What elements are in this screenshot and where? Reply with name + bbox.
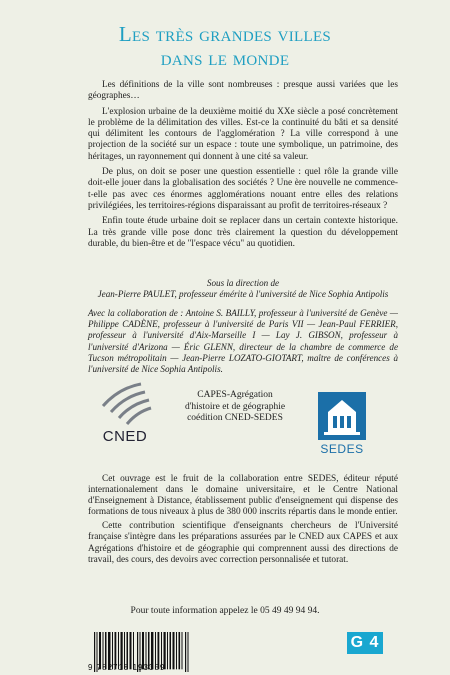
publisher-paragraph: Cet ouvrage est le fruit de la collaboration entre SEDES, éditeur réputé internationalement dans le domaine universitaire, et le Centre National d'Enseignement à Distance, établissement public d'enseignement qui dispense des formations de tous niveaux à plus de 380 000 inscrits répartis dans le monde entier. <box>88 474 398 518</box>
publisher-info <box>88 474 398 569</box>
book-title <box>0 22 450 70</box>
publisher-paragraph: Cette contribution scientifique d'enseignants chercheurs de l'Université française s'intègre dans les préparations assurées par le CNED aux CAPES et aux Agrégations d'histoire et de géographie qui comprennent aussi des directions de travail, des cours, des devoirs avec correction personnalisée et tutorat. <box>88 521 398 565</box>
capes-line: CAPES-Agrégation <box>197 390 273 400</box>
description-paragraph: Enfin toute étude urbaine doit se replacer dans un certain contexte historique. La très grande ville pose donc très clairement la question du développement durable, du bien-être et de "l'espace vécu" au quotidien. <box>88 216 398 249</box>
description-paragraph: L'explosion urbaine de la deuxième moitié du XXe siècle a posé concrètement le problème de la délimitation des villes. Est-ce la continuité du bâti et sa densité qui délimitent les contours de l'agglomération ? La ville correspond à une projection de la société sur un espace : toute une symbolique, un patrimoine, des héritages, un rayonnement qui donnent à une cité sa valeur. <box>88 106 398 162</box>
direction-credit <box>88 278 398 300</box>
sedes-logo <box>318 392 366 460</box>
capes-line: coédition CNED-SEDES <box>187 413 283 423</box>
description-paragraph: De plus, on doit se poser une question essentielle : quel rôle la grande ville doit-elle jouer dans la globalisation des sociétés ? Une ère nouvelle ne commence-t-elle pas avec ces énormes agglomérations nouant entre elles des relations privilégiées, les territoires-régions disparaissant au profit de territoires-réseaux ? <box>88 167 398 211</box>
collaborators: Avec la collaboration de : Antoine S. BAILLY, professeur à l'université de Genève — Philippe CADÈNE, professeur à l'université de Paris VII — Jean-Paul FERRIER, professeur à l'université d'Aix-Marseille I — Lay J. GIBSON, professeur à l'université d'Arizona — Éric GLENN, directeur de la chambre de commerce de Tucson métropolitain — Jean-Pierre LOZATO-GIOTART, maître de conférences à l'université de Nice Sophia Antipolis. <box>88 308 398 375</box>
capes-line: d'histoire et de géographie <box>184 401 286 412</box>
description <box>88 80 398 254</box>
sedes-logo-text: SEDES <box>320 442 364 456</box>
description-paragraph: Les définitions de la ville sont nombreuses : presque aussi variées que les géographes… <box>88 80 398 102</box>
direction-label: Sous la direction de <box>206 278 280 288</box>
cned-logo-text: CNED <box>102 428 148 445</box>
director-name: Jean-Pierre PAULET, professeur émérite à l'université de Nice Sophia Antipolis <box>97 289 389 300</box>
capes-label <box>170 390 300 425</box>
series-badge: G 4 <box>347 632 383 654</box>
barcode-number: 9 782718 193359 <box>88 663 166 672</box>
title-line-1: Les très grandes villes <box>118 22 332 46</box>
contact-info: Pour toute information appelez le 05 49 49 94 94. <box>130 606 320 616</box>
cned-logo <box>95 380 155 450</box>
sedes-building-icon <box>318 392 366 440</box>
cned-emblem-icon <box>95 380 155 428</box>
title-line-2: dans le monde <box>160 46 290 70</box>
